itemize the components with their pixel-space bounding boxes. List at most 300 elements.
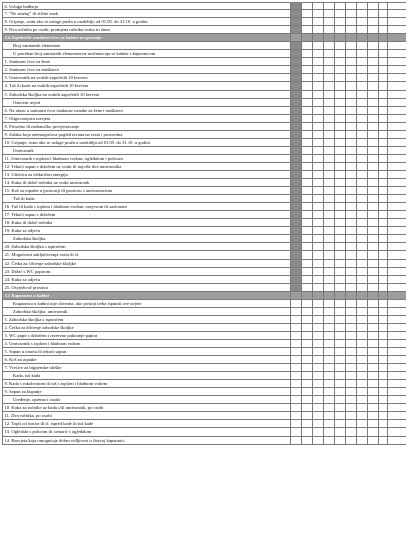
check-cell	[312, 139, 323, 146]
check-cell	[345, 82, 356, 89]
check-cell	[334, 300, 345, 307]
table-row	[2, 276, 406, 284]
check-cell	[356, 396, 367, 403]
check-cell	[378, 251, 388, 258]
check-cell	[301, 10, 312, 17]
check-cell	[356, 66, 367, 73]
check-cell	[312, 219, 323, 226]
check-cell	[323, 356, 334, 363]
row-label: 7. "Ne smetaj" ili slične znak	[2, 10, 290, 17]
check-cell	[378, 219, 388, 226]
check-cell	[367, 50, 378, 57]
check-cell	[290, 356, 301, 363]
check-cell	[334, 179, 345, 186]
check-cell	[301, 195, 312, 202]
row-label: 9. Dva ručnika po osobi, promjena ručnika svaka tri dana	[2, 26, 290, 33]
check-cell	[356, 251, 367, 258]
check-cell	[323, 139, 334, 146]
check-cell	[367, 10, 378, 17]
check-cell	[312, 18, 323, 25]
row-label: 17. Tekući sapun s držačem	[2, 211, 290, 218]
row-label: 6. Na ulazu u sanitarni čvor istaknute oznake za žene i muškarce	[2, 107, 290, 114]
table-row	[2, 10, 406, 18]
check-cell	[301, 171, 312, 178]
row-label: Zahodska školjka, umivaonik	[2, 308, 290, 315]
check-cell	[378, 171, 388, 178]
check-cell	[367, 3, 378, 9]
row-label: 21. Mogućnost zaključavanja vrata ili sl.	[2, 251, 290, 258]
check-cell	[367, 332, 378, 339]
check-cell	[356, 420, 367, 427]
check-cell	[334, 107, 345, 114]
check-cell	[356, 195, 367, 202]
check-cell	[301, 187, 312, 194]
check-cell	[367, 316, 378, 323]
check-cell	[334, 380, 345, 387]
row-label: 8. Kada s rukohvatom ili tuš s toplom i hladnom vodom	[2, 380, 290, 387]
check-cell	[356, 356, 367, 363]
check-cell	[290, 235, 301, 242]
row-label: 4. Tuš ili kada na svakih započetih 10 kreveta	[2, 82, 290, 89]
check-cell	[301, 115, 312, 122]
check-cell	[290, 340, 301, 347]
check-cell	[378, 437, 388, 444]
check-cell	[312, 195, 323, 202]
row-label: 12. Tekući sapun s držačem uz svaki ili najviše dva umivaonika	[2, 163, 290, 170]
row-label: 9. Zaštita koja onemogućava pogled izvana na vrata i prozorima	[2, 131, 290, 138]
row-label: 2. Sanitarni čvor za muškarce	[2, 66, 290, 73]
check-cell	[334, 348, 345, 355]
check-cell	[323, 340, 334, 347]
row-label: 16. Tuš ili kada s toplom i hladnom vodom, zavjesom ili zaslonom	[2, 203, 290, 210]
check-cell	[334, 268, 345, 275]
check-cell	[334, 18, 345, 25]
check-cell	[323, 388, 334, 395]
check-cell	[312, 276, 323, 283]
check-cell	[356, 372, 367, 379]
table-row	[2, 404, 406, 412]
check-cell	[345, 332, 356, 339]
check-cell	[290, 42, 301, 49]
check-cell	[323, 219, 334, 226]
check-cell	[323, 300, 334, 307]
check-cell	[345, 388, 356, 395]
check-cell	[323, 10, 334, 17]
check-cell	[345, 58, 356, 65]
check-cell	[290, 404, 301, 411]
check-cell	[312, 115, 323, 122]
table-row	[2, 74, 406, 82]
row-label: 5. Zahodska školjka na svakih započetih 10 kreveta	[2, 91, 290, 98]
check-cell	[312, 155, 323, 162]
check-cell	[290, 66, 301, 73]
check-cell	[367, 82, 378, 89]
check-cell	[312, 99, 323, 106]
check-cell	[290, 34, 301, 41]
check-cell	[290, 420, 301, 427]
check-cell	[378, 34, 388, 41]
check-cell	[378, 42, 388, 49]
check-cell	[345, 187, 356, 194]
check-cell	[290, 437, 301, 444]
check-cell	[290, 195, 301, 202]
check-cell	[312, 42, 323, 49]
check-cell	[367, 340, 378, 347]
check-cell	[356, 3, 367, 9]
check-cell	[290, 147, 301, 154]
check-cell	[356, 260, 367, 267]
check-cell	[356, 123, 367, 130]
check-cell	[301, 50, 312, 57]
check-cell	[367, 107, 378, 114]
check-cell	[356, 324, 367, 331]
check-cell	[323, 428, 334, 435]
check-cell	[323, 3, 334, 9]
check-cell	[356, 147, 367, 154]
check-cell	[378, 340, 388, 347]
check-cell	[345, 66, 356, 73]
check-cell	[323, 66, 334, 73]
check-cell	[301, 380, 312, 387]
check-cell	[367, 268, 378, 275]
check-cell	[378, 179, 388, 186]
check-cell	[312, 284, 323, 291]
table-row	[2, 211, 406, 219]
check-cell	[367, 147, 378, 154]
check-cell	[323, 372, 334, 379]
check-cell	[367, 195, 378, 202]
check-cell	[345, 396, 356, 403]
check-cell	[301, 131, 312, 138]
check-cell	[312, 380, 323, 387]
check-cell	[312, 412, 323, 419]
check-cell	[367, 163, 378, 170]
check-cell	[367, 428, 378, 435]
check-cell	[301, 292, 312, 299]
check-cell	[290, 10, 301, 17]
check-cell	[367, 251, 378, 258]
check-cell	[334, 147, 345, 154]
check-cell	[378, 364, 388, 371]
table-row	[2, 171, 406, 179]
row-label: 2. Četka za čišćenje zahodske školjke	[2, 324, 290, 331]
row-label: U potreban broj sanitarnih elemenata ne uračunavaju se kabine s kupaonicom	[2, 50, 290, 57]
check-cell	[323, 380, 334, 387]
check-cell	[378, 187, 388, 194]
check-cell	[367, 380, 378, 387]
check-cell	[290, 300, 301, 307]
table-row	[2, 356, 406, 364]
check-cell	[356, 74, 367, 81]
check-cell	[290, 396, 301, 403]
subheading-row	[2, 308, 406, 316]
row-label: 6. Koš za otpatke	[2, 356, 290, 363]
check-cell	[367, 91, 378, 98]
check-cell	[290, 219, 301, 226]
row-label: 18. Kuka ili držač ručnika	[2, 219, 290, 226]
check-cell	[345, 115, 356, 122]
check-cell	[290, 380, 301, 387]
check-cell	[290, 131, 301, 138]
check-cell	[367, 171, 378, 178]
check-cell	[290, 123, 301, 130]
check-cell	[345, 155, 356, 162]
check-cell	[301, 147, 312, 154]
table-row	[2, 139, 406, 147]
table-row	[2, 219, 406, 227]
check-cell	[345, 340, 356, 347]
row-label: Osnovni uvjeti	[2, 99, 290, 106]
check-cell	[312, 388, 323, 395]
check-cell	[312, 26, 323, 33]
check-cell	[290, 388, 301, 395]
check-cell	[290, 203, 301, 210]
check-cell	[301, 243, 312, 250]
check-cell	[301, 211, 312, 218]
check-cell	[367, 99, 378, 106]
check-cell	[301, 34, 312, 41]
check-cell	[301, 58, 312, 65]
check-cell	[378, 203, 388, 210]
check-cell	[290, 82, 301, 89]
check-cell	[301, 139, 312, 146]
check-cell	[345, 284, 356, 291]
row-label: 15. Koš za otpatke u prostoriji ili prostoru s umivaonicima	[2, 187, 290, 194]
check-cell	[323, 74, 334, 81]
check-cell	[312, 340, 323, 347]
check-cell	[356, 219, 367, 226]
check-cell	[334, 74, 345, 81]
check-cell	[301, 340, 312, 347]
check-cell	[301, 260, 312, 267]
row-label: 12. Topli od frotira ili sl. ispred kade ili tuš kade	[2, 420, 290, 427]
check-cell	[290, 74, 301, 81]
check-cell	[301, 396, 312, 403]
check-cell	[345, 211, 356, 218]
check-cell	[301, 284, 312, 291]
check-cell	[301, 74, 312, 81]
check-cell	[345, 34, 356, 41]
check-cell	[367, 324, 378, 331]
check-cell	[301, 219, 312, 226]
check-cell	[301, 235, 312, 242]
check-cell	[378, 163, 388, 170]
check-cell	[378, 332, 388, 339]
check-cell	[378, 82, 388, 89]
check-cell	[301, 66, 312, 73]
check-cell	[323, 179, 334, 186]
check-cell	[356, 404, 367, 411]
check-cell	[356, 34, 367, 41]
row-label: 11. Umivaonik s toplom i hladnom vodom, ogledalom i policom	[2, 155, 290, 162]
row-label: 10. Grijanje, osim ako se usluge pruža u razdoblju od 01.05. do 31.10. u godini	[2, 139, 290, 146]
check-cell	[334, 420, 345, 427]
check-cell	[323, 147, 334, 154]
table-row	[2, 412, 406, 420]
table-row	[2, 2, 406, 10]
check-cell	[312, 268, 323, 275]
check-cell	[367, 356, 378, 363]
check-cell	[356, 107, 367, 114]
check-cell	[345, 203, 356, 210]
row-label: Zahodska školjka	[2, 235, 290, 242]
check-cell	[334, 195, 345, 202]
check-cell	[334, 243, 345, 250]
check-cell	[345, 268, 356, 275]
check-cell	[334, 235, 345, 242]
check-cell	[367, 260, 378, 267]
check-cell	[378, 243, 388, 250]
row-label: 25. Osvježivač prostora	[2, 284, 290, 291]
check-cell	[312, 332, 323, 339]
table-row	[2, 58, 406, 66]
check-cell	[378, 26, 388, 33]
check-cell	[323, 195, 334, 202]
table-row	[2, 18, 406, 26]
check-cell	[367, 219, 378, 226]
check-cell	[356, 115, 367, 122]
row-label: Broj sanitarnih elemenata	[2, 42, 290, 49]
check-cell	[345, 219, 356, 226]
check-cell	[323, 42, 334, 49]
check-cell	[334, 372, 345, 379]
check-cell	[312, 163, 323, 170]
table-row	[2, 428, 406, 436]
check-cell	[345, 171, 356, 178]
check-cell	[312, 235, 323, 242]
check-cell	[345, 163, 356, 170]
check-cell	[345, 26, 356, 33]
check-cell	[312, 107, 323, 114]
check-cell	[367, 404, 378, 411]
check-cell	[323, 123, 334, 130]
row-label: 19. Kuka za odjeću	[2, 227, 290, 234]
check-cell	[345, 99, 356, 106]
check-cell	[367, 300, 378, 307]
check-cell	[345, 139, 356, 146]
check-cell	[367, 66, 378, 73]
row-label: Umivaonik	[2, 147, 290, 154]
check-cell	[345, 91, 356, 98]
check-cell	[301, 308, 312, 315]
check-cell	[290, 276, 301, 283]
check-cell	[356, 26, 367, 33]
check-cell	[367, 420, 378, 427]
check-cell	[367, 58, 378, 65]
check-cell	[290, 187, 301, 194]
section-header-row	[2, 292, 406, 300]
check-cell	[312, 251, 323, 258]
table-row	[2, 380, 406, 388]
check-cell	[345, 3, 356, 9]
check-cell	[301, 82, 312, 89]
check-cell	[356, 99, 367, 106]
check-cell	[378, 260, 388, 267]
subheading-row	[2, 300, 406, 308]
check-cell	[345, 324, 356, 331]
check-cell	[323, 404, 334, 411]
check-cell	[301, 42, 312, 49]
check-cell	[356, 235, 367, 242]
check-cell	[290, 332, 301, 339]
check-cell	[323, 18, 334, 25]
check-cell	[312, 34, 323, 41]
check-cell	[323, 284, 334, 291]
table-row	[2, 420, 406, 428]
check-cell	[345, 364, 356, 371]
row-label: 13. Ogledalo s policom ili ormarić s ogledalom	[2, 428, 290, 435]
subheading-row	[2, 235, 406, 243]
check-cell	[312, 82, 323, 89]
check-cell	[378, 356, 388, 363]
check-cell	[367, 388, 378, 395]
check-cell	[290, 227, 301, 234]
check-cell	[290, 308, 301, 315]
check-cell	[345, 412, 356, 419]
check-cell	[323, 243, 334, 250]
check-cell	[323, 91, 334, 98]
row-label: 1. Sanitarni čvor za žene	[2, 58, 290, 65]
check-cell	[356, 340, 367, 347]
check-cell	[301, 372, 312, 379]
check-cell	[367, 18, 378, 25]
check-cell	[378, 147, 388, 154]
check-cell	[345, 123, 356, 130]
check-cell	[312, 308, 323, 315]
check-cell	[378, 324, 388, 331]
table-row	[2, 115, 406, 123]
table-row	[2, 251, 406, 259]
check-cell	[367, 123, 378, 130]
check-cell	[323, 348, 334, 355]
check-cell	[334, 324, 345, 331]
check-cell	[345, 380, 356, 387]
check-cell	[345, 404, 356, 411]
check-cell	[290, 155, 301, 162]
check-cell	[334, 251, 345, 258]
table-row	[2, 187, 406, 195]
check-cell	[323, 437, 334, 444]
check-cell	[367, 34, 378, 41]
check-cell	[301, 437, 312, 444]
check-cell	[301, 332, 312, 339]
check-cell	[345, 260, 356, 267]
check-cell	[378, 348, 388, 355]
check-cell	[301, 324, 312, 331]
table-row	[2, 155, 406, 163]
row-label: 6. Usluga buđenja	[2, 3, 290, 9]
checklist-table	[2, 2, 406, 445]
check-cell	[323, 115, 334, 122]
check-cell	[312, 203, 323, 210]
check-cell	[323, 412, 334, 419]
check-cell	[334, 10, 345, 17]
check-cell	[323, 26, 334, 33]
table-row	[2, 284, 406, 292]
check-cell	[301, 404, 312, 411]
check-cell	[378, 235, 388, 242]
check-cell	[367, 227, 378, 234]
check-cell	[301, 18, 312, 25]
check-cell	[334, 115, 345, 122]
check-cell	[334, 292, 345, 299]
check-cell	[334, 187, 345, 194]
check-cell	[345, 276, 356, 283]
row-label: 14. Kuka ili držač ručnika uz svaki umivaonik	[2, 179, 290, 186]
check-cell	[345, 235, 356, 242]
row-label: 11. Dva ručnika, po osobi	[2, 412, 290, 419]
row-label: 20. Zahodska školjka s ispiračem	[2, 243, 290, 250]
